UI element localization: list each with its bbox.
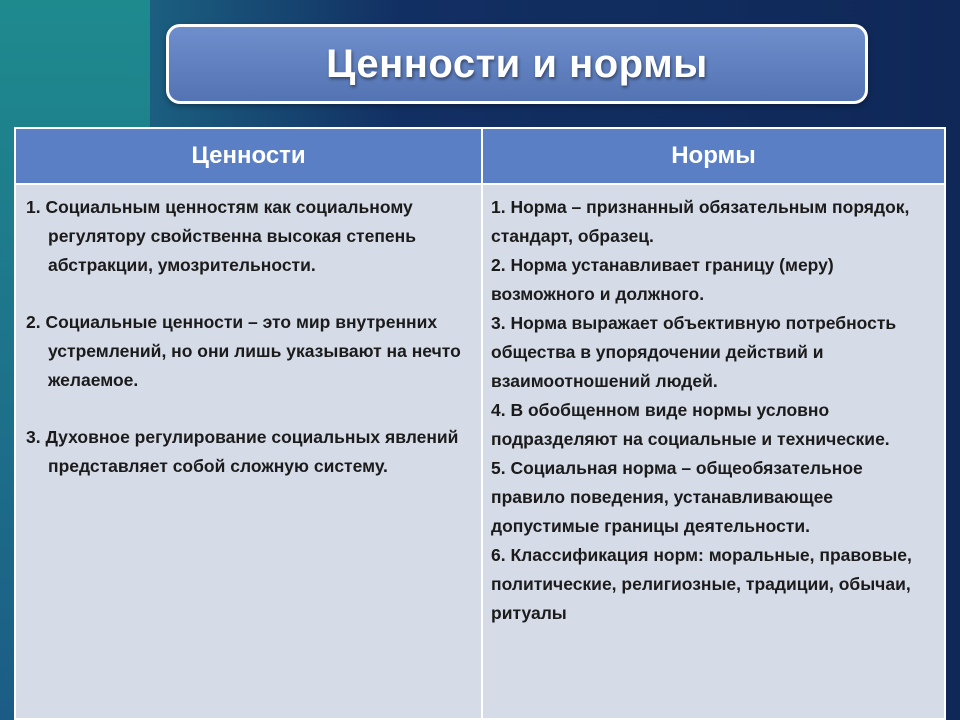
norms-item: 1. Норма – признанный обязательным порядок, стандарт, образец. (491, 197, 910, 246)
header-values: Ценности (191, 142, 306, 169)
header-norms: Нормы (671, 142, 756, 169)
values-item: 2. Социальные ценности – это мир внутренних устремлений, но они лишь указывают на нечто желаемое. (26, 312, 461, 390)
norms-column (491, 185, 941, 628)
norms-item: 5. Социальная норма – общеобязательное правило поведения, устанавливающее допустимые границы деятельности. (491, 458, 863, 536)
slide-title: Ценности и нормы (326, 41, 708, 86)
norms-item: 3. Норма выражает объективную потребность общества в упорядочении действий и взаимоотношений людей. (491, 313, 897, 391)
values-item: 3. Духовное регулирование социальных явлений представляет собой сложную систему. (26, 427, 459, 476)
column-divider (481, 129, 483, 718)
norms-item: 2. Норма устанавливает границу (меру) возможного и должного. (491, 255, 834, 304)
norms-item: 6. Классификация норм: моральные, правовые, политические, религиозные, традиции, обычаи, ритуалы (491, 545, 912, 623)
norms-item: 4. В обобщенном виде нормы условно подразделяют на социальные и технические. (491, 400, 890, 449)
values-column (26, 185, 474, 509)
table-header-row (16, 129, 944, 185)
values-item: 1. Социальным ценностям как социальному регулятору свойственна высокая степень абстракции, умозрительности. (26, 197, 416, 275)
slide-title-box (166, 24, 868, 104)
comparison-table (14, 127, 946, 720)
